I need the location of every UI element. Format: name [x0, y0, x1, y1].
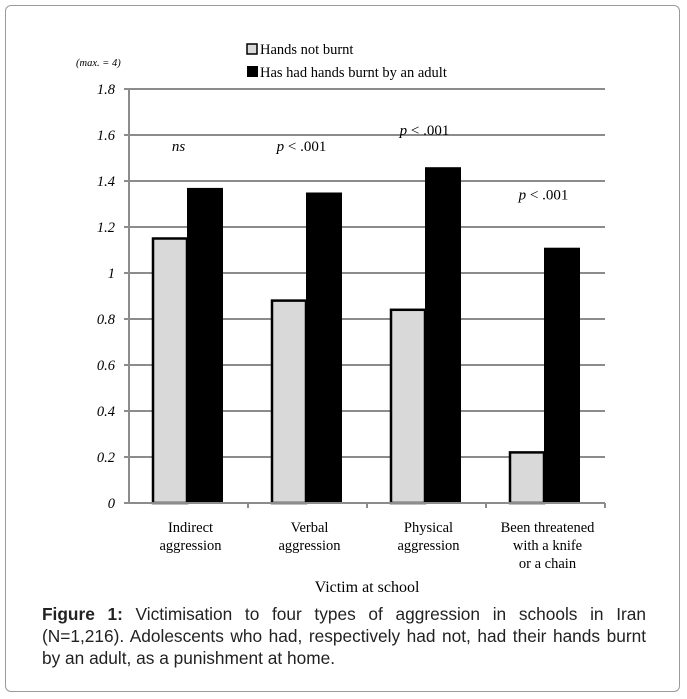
significance-label: ns	[171, 139, 186, 156]
bar-hands-burnt	[425, 167, 461, 503]
x-tick-label: Been threatened with a knife or a chain	[500, 520, 595, 572]
caption-text: Victimisation to four types of aggression in schools in Iran (N=1,216). Adolescents who had, respectively had not, had their hands burnt by an adult, as a punishment at home.	[42, 604, 646, 668]
y-tick-label: 0	[107, 496, 115, 512]
y-tick-label: 1.2	[96, 220, 115, 236]
bar-hands-burnt	[306, 193, 342, 504]
bar-hands-burnt	[544, 248, 580, 503]
x-axis-title: Victim at school	[314, 579, 420, 596]
figure-caption	[42, 603, 646, 669]
significance-label: p < .001	[399, 123, 450, 139]
bar-hands-not-burnt	[510, 452, 544, 503]
bar-hands-burnt	[187, 188, 223, 503]
bars	[153, 167, 580, 503]
y-tick-label: 1.4	[96, 174, 115, 190]
caption-label: Figure 1:	[42, 604, 123, 624]
y-tick-label: 0.8	[96, 312, 115, 328]
x-tick-label: Indirect aggression	[159, 520, 222, 554]
y-tick-label: 0.6	[96, 358, 115, 374]
significance-label: p < .001	[518, 187, 569, 204]
legend-swatch-hands-not-burnt	[247, 44, 257, 54]
y-tick-labels	[97, 82, 116, 512]
x-tick-label: Verbal aggression	[278, 520, 341, 554]
legend-swatch-hands-burnt	[247, 66, 258, 77]
y-tick-label: 1.6	[96, 128, 115, 144]
legend-label-hands-burnt: Has had hands burnt by an adult	[260, 65, 447, 81]
y-axis-note: (max. = 4)	[76, 58, 121, 69]
y-tick-label: 0.4	[96, 404, 115, 420]
bar-hands-not-burnt	[391, 310, 425, 503]
y-tick-label: 0.2	[96, 450, 115, 466]
bar-hands-not-burnt	[153, 239, 187, 504]
legend	[247, 42, 447, 81]
y-tick-label: 1	[107, 266, 115, 282]
legend-label-hands-not-burnt: Hands not burnt	[260, 42, 354, 58]
x-tick-labels	[159, 520, 595, 572]
x-tick-label: Physical aggression	[397, 520, 460, 554]
bar-hands-not-burnt	[272, 301, 306, 503]
significance-label: p < .001	[276, 139, 327, 156]
y-tick-label: 1.8	[96, 82, 115, 98]
